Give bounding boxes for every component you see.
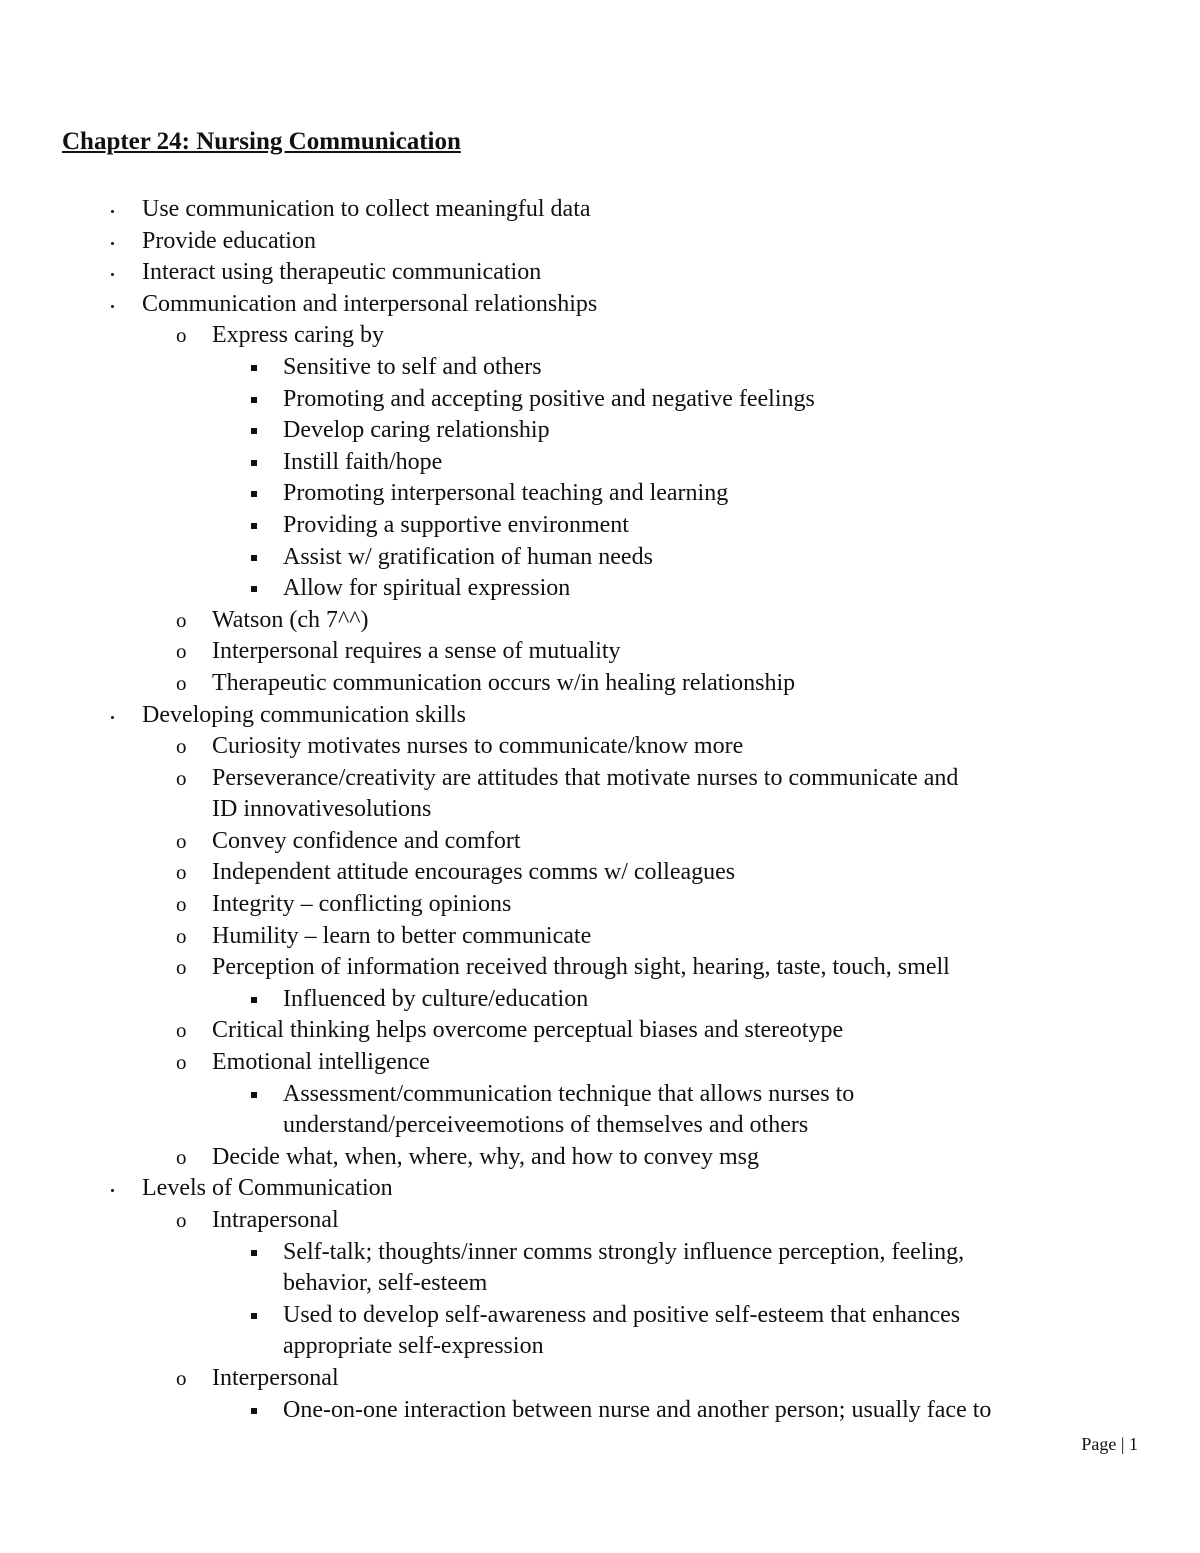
square-bullet-icon	[251, 510, 257, 542]
list-item	[0, 763, 1200, 795]
list-item-text: Levels of Communication	[142, 1175, 393, 1202]
list-item-text: Assist w/ gratification of human needs	[283, 543, 653, 570]
list-item	[0, 1363, 1200, 1395]
list-item	[0, 731, 1200, 763]
list-item-text: Perception of information received through sight, hearing, taste, touch, smell	[212, 954, 950, 981]
hollow-circle-icon: o	[176, 670, 187, 695]
list-item-text: Use communication to collect meaningful data	[142, 196, 591, 222]
list-item	[0, 1110, 1200, 1142]
list-item-text: Promoting and accepting positive and negative feelings	[283, 385, 815, 412]
list-item-text: Express caring by	[212, 322, 384, 349]
list-item	[0, 984, 1200, 1016]
list-item	[0, 857, 1200, 889]
list-item	[0, 320, 1200, 352]
list-item	[0, 415, 1200, 447]
small-dot-icon	[111, 1173, 114, 1205]
list-item	[0, 542, 1200, 574]
hollow-circle-icon: o	[176, 765, 187, 790]
hollow-circle-icon: o	[176, 1018, 187, 1043]
list-item-text: Sensitive to self and others	[283, 353, 542, 380]
square-bullet-icon	[251, 478, 257, 510]
list-item-text: Intrapersonal	[212, 1207, 339, 1233]
list-item-text: Humility – learn to better communicate	[212, 922, 592, 949]
list-item-text: Self-talk; thoughts/inner comms strongly influence perception, feeling,	[283, 1238, 965, 1265]
list-item-text: Perseverance/creativity are attitudes that motivate nurses to communicate and	[212, 764, 959, 791]
list-item	[0, 700, 1200, 732]
list-item-text: One-on-one interaction between nurse and another person; usually face to	[283, 1396, 992, 1423]
small-dot-icon	[111, 289, 114, 321]
list-item-text: behavior, self-esteem	[283, 1270, 488, 1297]
list-item-text: Convey confidence and comfort	[212, 827, 521, 854]
square-bullet-icon	[251, 1395, 257, 1427]
list-item-text: Allow for spiritual expression	[283, 575, 571, 602]
list-item-text: Watson (ch 7^^)	[212, 606, 369, 633]
list-item	[0, 921, 1200, 953]
outline-list	[0, 194, 1200, 1426]
list-item	[0, 1079, 1200, 1111]
list-item	[0, 668, 1200, 700]
square-bullet-icon	[251, 384, 257, 416]
list-item	[0, 194, 1200, 226]
hollow-circle-icon: o	[176, 639, 187, 664]
list-item	[0, 1173, 1200, 1205]
square-bullet-icon	[251, 542, 257, 574]
list-item-text: ID innovativesolutions	[212, 796, 432, 823]
list-item	[0, 1395, 1200, 1427]
list-item	[0, 605, 1200, 637]
list-item-text: Therapeutic communication occurs w/in healing relationship	[212, 669, 796, 696]
small-dot-icon	[111, 226, 114, 258]
list-item-text: Assessment/communication technique that allows nurses to	[283, 1080, 855, 1107]
list-item	[0, 1142, 1200, 1174]
hollow-circle-icon: o	[176, 734, 187, 759]
list-item-text: Interpersonal	[212, 1364, 339, 1391]
square-bullet-icon	[251, 352, 257, 384]
list-item	[0, 257, 1200, 289]
list-item-text: Critical thinking helps overcome perceptual biases and stereotype	[212, 1017, 844, 1044]
hollow-circle-icon: o	[176, 955, 187, 980]
list-item-text: appropriate self-expression	[283, 1333, 544, 1360]
list-item	[0, 478, 1200, 510]
list-item-text: Interpersonal requires a sense of mutuality	[212, 638, 621, 665]
list-item-text: Communication and interpersonal relationships	[142, 290, 598, 317]
list-item-text: Independent attitude encourages comms w/ colleagues	[212, 859, 736, 886]
square-bullet-icon	[251, 415, 257, 447]
hollow-circle-icon: o	[176, 1050, 187, 1075]
hollow-circle-icon: o	[176, 323, 187, 348]
list-item-text: Providing a supportive environment	[283, 511, 629, 538]
list-item	[0, 1331, 1200, 1363]
list-item	[0, 794, 1200, 826]
list-item	[0, 1047, 1200, 1079]
list-item	[0, 289, 1200, 321]
square-bullet-icon	[251, 1300, 257, 1332]
hollow-circle-icon: o	[176, 1365, 187, 1390]
hollow-circle-icon: o	[176, 828, 187, 853]
list-item	[0, 952, 1200, 984]
list-item-text: Promoting interpersonal teaching and learning	[283, 480, 729, 507]
list-item	[0, 226, 1200, 258]
list-item-text: Influenced by culture/education	[283, 985, 589, 1012]
hollow-circle-icon: o	[176, 923, 187, 948]
page-title: Chapter 24: Nursing Communication	[62, 128, 461, 155]
square-bullet-icon	[251, 1079, 257, 1111]
list-item	[0, 510, 1200, 542]
list-item	[0, 1300, 1200, 1332]
hollow-circle-icon: o	[176, 1144, 187, 1169]
list-item	[0, 447, 1200, 479]
hollow-circle-icon: o	[176, 607, 187, 632]
list-item-text: Instill faith/hope	[283, 448, 443, 475]
list-item	[0, 573, 1200, 605]
list-item-text: Interact using therapeutic communication	[142, 259, 542, 286]
small-dot-icon	[111, 700, 114, 732]
list-item-text: Develop caring relationship	[283, 417, 550, 444]
list-item	[0, 1205, 1200, 1237]
list-item-text: Decide what, when, where, why, and how to convey msg	[212, 1143, 759, 1170]
list-item	[0, 826, 1200, 858]
list-item-text: Integrity – conflicting opinions	[212, 891, 512, 918]
list-item-text: Curiosity motivates nurses to communicate/know more	[212, 733, 744, 760]
hollow-circle-icon: o	[176, 1208, 187, 1232]
list-item	[0, 1237, 1200, 1269]
page-footer: Page | 1	[1081, 1434, 1138, 1454]
small-dot-icon	[111, 257, 114, 289]
hollow-circle-icon: o	[176, 860, 187, 885]
list-item	[0, 889, 1200, 921]
list-item	[0, 384, 1200, 416]
list-item-text: Used to develop self-awareness and positive self-esteem that enhances	[283, 1301, 961, 1328]
hollow-circle-icon: o	[176, 892, 187, 917]
square-bullet-icon	[251, 984, 257, 1016]
list-item	[0, 1268, 1200, 1300]
list-item	[0, 1015, 1200, 1047]
square-bullet-icon	[251, 447, 257, 479]
list-item	[0, 352, 1200, 384]
list-item-text: Provide education	[142, 227, 316, 254]
list-item-text: understand/perceiveemotions of themselves and others	[283, 1112, 809, 1139]
square-bullet-icon	[251, 573, 257, 605]
square-bullet-icon	[251, 1237, 257, 1269]
small-dot-icon	[111, 194, 114, 226]
list-item	[0, 636, 1200, 668]
list-item-text: Emotional intelligence	[212, 1049, 430, 1076]
list-item-text: Developing communication skills	[142, 701, 466, 728]
